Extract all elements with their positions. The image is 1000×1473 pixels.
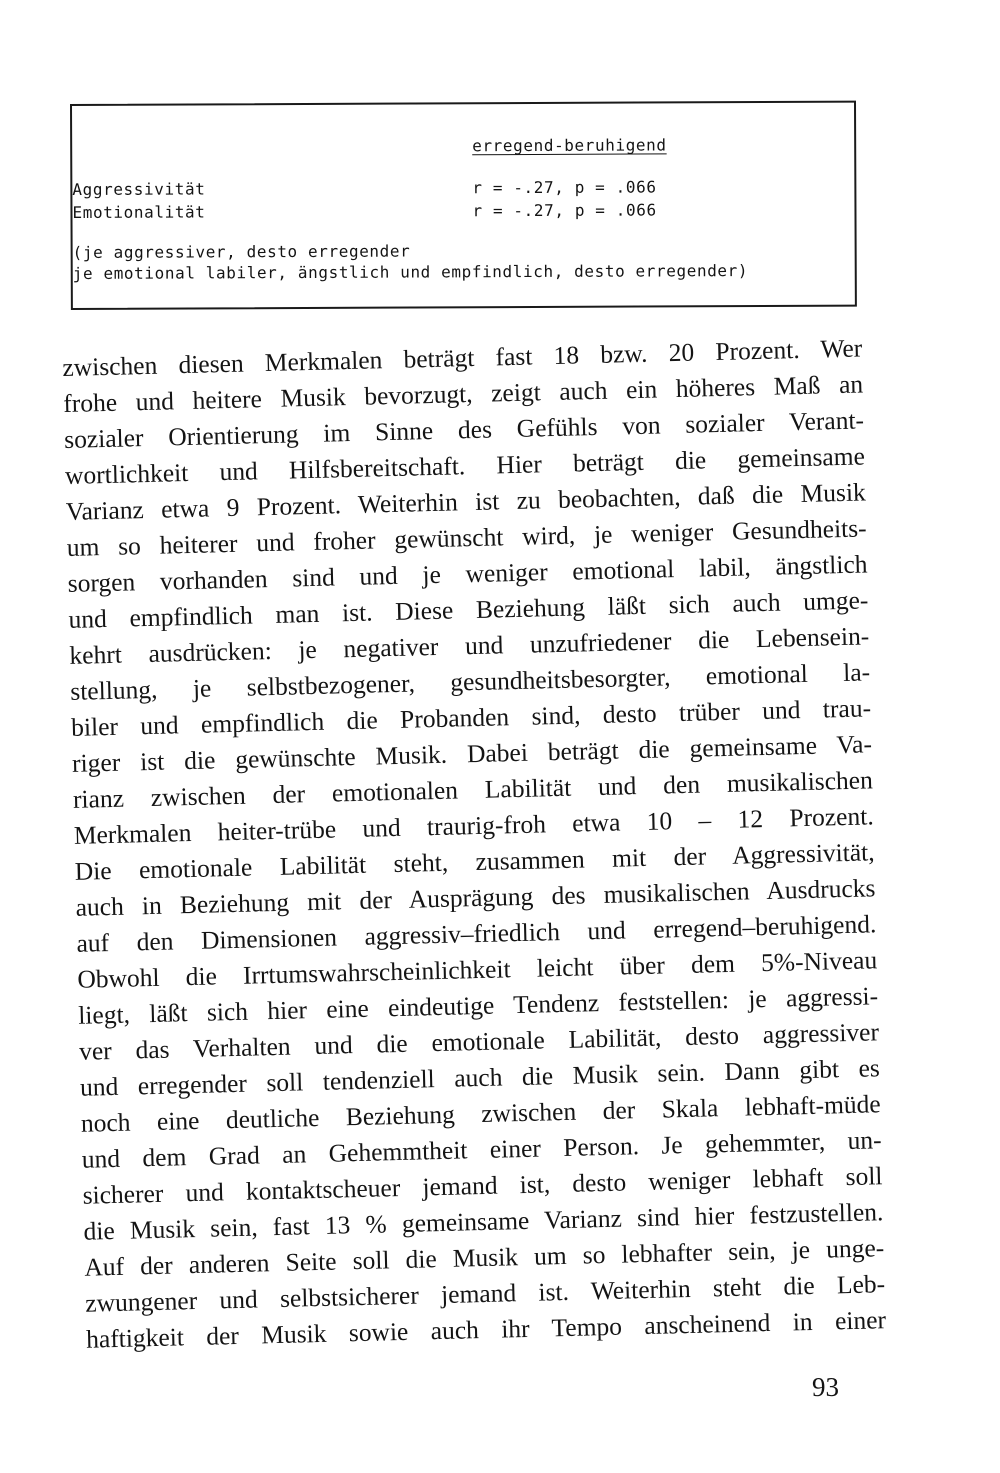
- correlation-table: [70, 101, 857, 310]
- row-statistic: r = -.27, p = .066: [472, 177, 657, 198]
- text-line: auf den Dimensionen aggressiv–friedlich und erregend–beruhigend.: [76, 909, 877, 958]
- text-line: kehrt ausdrücken: je negativer und unzufriedener die Lebensein-: [69, 621, 870, 670]
- text-line: Merkmalen heiter-trübe und traurig-froh etwa 10 – 12 Prozent.: [73, 801, 874, 850]
- table-note: (je aggressiver, desto erregender: [72, 241, 411, 262]
- text-line: wortlichkeit und Hilfsbereitschaft. Hier beträgt die gemeinsame: [64, 441, 866, 490]
- text-line: die Musik sein, fast 13 % gemeinsame Varianz sind hier festzustellen.: [83, 1197, 884, 1246]
- row-statistic: r = -.27, p = .066: [472, 200, 657, 221]
- text-line: und dem Grad an Gehemmtheit einer Person. Je gehemmter, un-: [81, 1125, 882, 1174]
- text-line: auch in Beziehung mit der Ausprägung des musikalischen Ausdrucks: [75, 873, 876, 922]
- text-line: sorgen vorhanden sind und je weniger emotional labil, ängstlich: [67, 549, 868, 598]
- text-line: haftigkeit der Musik sowie auch ihr Tempo anscheinend in einer: [85, 1305, 887, 1354]
- text-line: Obwohl die Irrtumswahrscheinlichkeit leicht über dem 5%-Niveau: [77, 945, 878, 994]
- body-text: [62, 330, 886, 1357]
- text-line: biler und empfindlich die Probanden sind, desto trüber und trau-: [70, 693, 872, 742]
- text-line: zwischen diesen Merkmalen beträgt fast 18 bzw. 20 Prozent. Wer: [62, 333, 863, 382]
- text-line: sicherer und kontaktscheuer jemand ist, desto weniger lebhaft soll: [82, 1161, 883, 1210]
- text-line: und empfindlich man ist. Diese Beziehung läßt sich auch umge-: [68, 585, 869, 634]
- text-line: riger ist die gewünschte Musik. Dabei beträgt die gemeinsame Va-: [71, 729, 873, 778]
- text-line: Auf der anderen Seite soll die Musik um so lebhafter sein, je unge-: [84, 1233, 885, 1282]
- text-line: ver das Verhalten und die emotionale Labilität, desto aggressiver: [78, 1017, 880, 1066]
- text-line: liegt, läßt sich hier eine eindeutige Tendenz feststellen: je aggressi-: [77, 981, 879, 1030]
- text-line: noch eine deutliche Beziehung zwischen der Skala lebhaft-müde: [80, 1089, 882, 1138]
- text-line: Die emotionale Labilität steht, zusammen mit der Aggressivität,: [74, 837, 875, 886]
- text-line: um so heiterer und froher gewünscht wird, je weniger Gesundheits-: [66, 513, 867, 562]
- row-variable: Emotionalität: [72, 202, 206, 222]
- text-line: zwungener und selbstsicherer jemand ist. Weiterhin steht die Leb-: [84, 1269, 886, 1318]
- table-note: je emotional labiler, ängstlich und empfindlich, desto erregender): [72, 261, 749, 283]
- row-variable: Aggressivität: [72, 179, 206, 199]
- text-line: stellung, je selbstbezogener, gesundheitsbesorgter, emotional la-: [69, 657, 871, 706]
- text-line: frohe und heitere Musik bevorzugt, zeigt auch ein höheres Maß an: [62, 369, 864, 418]
- page-number: 93: [812, 1372, 839, 1402]
- text-line: sozialer Orientierung im Sinne des Gefühls von sozialer Verant-: [63, 405, 865, 454]
- column-header: erregend-beruhigend: [472, 135, 667, 156]
- text-line: Varianz etwa 9 Prozent. Weiterhin ist zu beobachten, daß die Musik: [65, 477, 867, 526]
- text-line: und erregender soll tendenziell auch die Musik sein. Dann gibt es: [79, 1053, 881, 1102]
- text-line: rianz zwischen der emotionalen Labilität und den musikalischen: [72, 765, 874, 814]
